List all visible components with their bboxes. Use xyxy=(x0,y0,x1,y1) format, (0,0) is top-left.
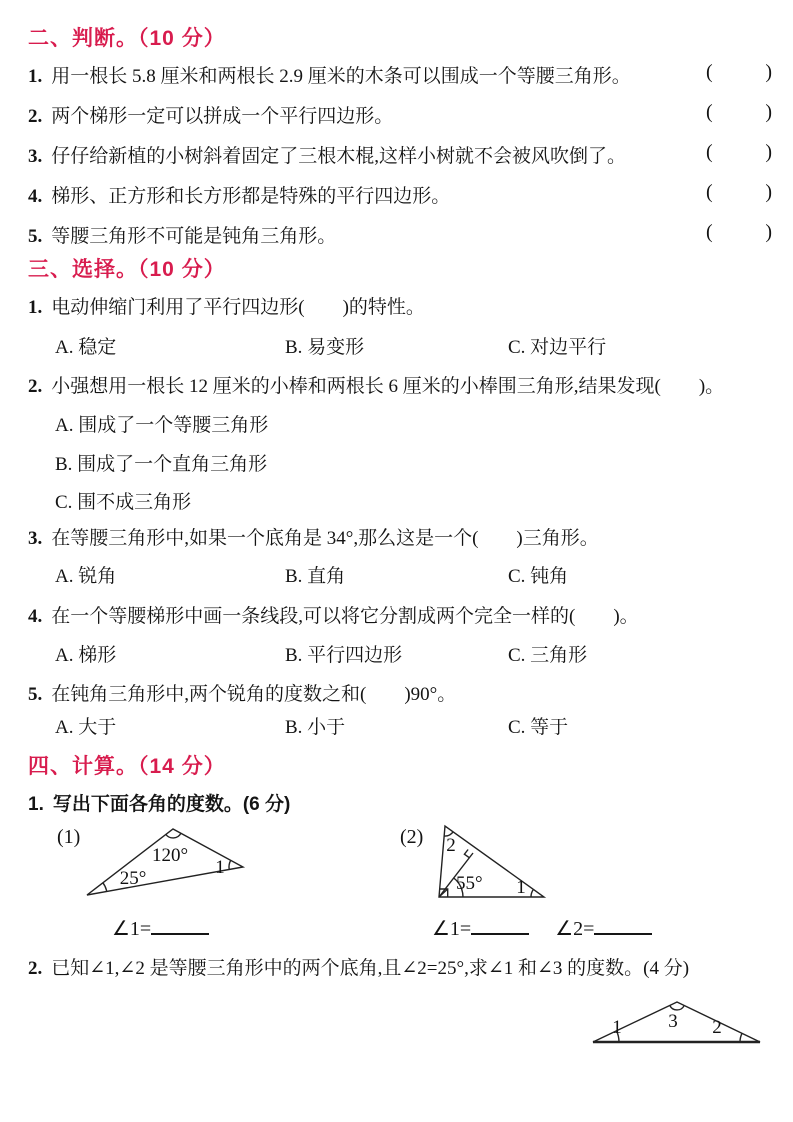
figure-2-answer-blanks xyxy=(432,916,652,941)
question-number: 1. xyxy=(28,297,43,318)
question-number: 3. xyxy=(28,528,43,549)
answer-parens-4 xyxy=(706,181,772,204)
angle-label-25: 25° xyxy=(119,868,147,889)
choice-q1-option-a: A. 稳定 xyxy=(55,337,117,358)
question-text: 写出下面各角的度数。(6 分) xyxy=(52,794,291,815)
judge-item-4 xyxy=(28,181,450,208)
right-angle-mark-corner xyxy=(439,889,448,897)
paren-open: ( xyxy=(706,141,713,163)
question-text: 两个梯形一定可以拼成一个平行四边形。 xyxy=(51,106,394,127)
question-text: 在等腰三角形中,如果一个底角是 34°,那么这是一个( )三角形。 xyxy=(51,528,599,549)
question-text: 梯形、正方形和长方形都是特殊的平行四边形。 xyxy=(51,186,451,207)
answer-line xyxy=(471,918,529,935)
paren-close: ) xyxy=(765,181,772,203)
paren-close: ) xyxy=(765,141,772,163)
choice-q4-option-c: C. 三角形 xyxy=(508,645,588,666)
answer-parens-5 xyxy=(706,221,772,244)
question-number: 5. xyxy=(28,684,43,705)
triangle-figure-3 xyxy=(585,995,775,1050)
choice-q5 xyxy=(28,679,456,706)
question-number: 2. xyxy=(28,376,43,397)
answer-parens-2 xyxy=(706,101,772,124)
question-text: 用一根长 5.8 厘米和两根长 2.9 厘米的木条可以围成一个等腰三角形。 xyxy=(51,66,631,87)
triangle-figure-1 xyxy=(55,820,265,920)
answer-parens-1 xyxy=(706,61,772,84)
question-text: 等腰三角形不可能是钝角三角形。 xyxy=(51,226,337,247)
section-heading-choice: 三、选择。（10 分） xyxy=(28,258,226,281)
judge-item-1 xyxy=(28,61,631,88)
judge-item-5 xyxy=(28,221,336,248)
choice-q3-option-c: C. 钝角 xyxy=(508,566,569,587)
judge-item-2 xyxy=(28,101,393,128)
angle-arc-2 xyxy=(740,1033,742,1042)
choice-q4-option-b: B. 平行四边形 xyxy=(285,645,403,666)
angle-arc-1 xyxy=(531,889,533,897)
choice-q1-option-b: B. 易变形 xyxy=(285,337,365,358)
choice-q2-option-c: C. 围不成三角形 xyxy=(55,492,192,513)
choice-q3-option-b: B. 直角 xyxy=(285,566,346,587)
section-heading-judge: 二、判断。（10 分） xyxy=(28,27,226,50)
choice-q1-option-c: C. 对边平行 xyxy=(508,337,607,358)
angle-label-1: 1 xyxy=(215,857,225,878)
question-number: 4. xyxy=(28,606,43,627)
paren-close: ) xyxy=(765,61,772,83)
choice-q2-option-a: A. 围成了一个等腰三角形 xyxy=(55,415,269,436)
angle-arc-120 xyxy=(166,833,181,838)
choice-q3-option-a: A. 锐角 xyxy=(55,566,117,587)
question-text: 电动伸缩门利用了平行四边形( )的特性。 xyxy=(51,297,425,318)
angle-label-3: 3 xyxy=(668,1011,678,1032)
figure-2-label: (2) xyxy=(400,826,424,848)
choice-q4-option-a: A. 梯形 xyxy=(55,645,117,666)
paren-open: ( xyxy=(706,221,713,243)
section-heading-calc: 四、计算。（14 分） xyxy=(28,755,226,778)
angle-arc-25 xyxy=(103,883,107,892)
figure-1-label: (1) xyxy=(57,826,81,848)
question-number: 3. xyxy=(28,146,43,167)
question-text: 仔仔给新植的小树斜着固定了三根木棍,这样小树就不会被风吹倒了。 xyxy=(51,146,627,167)
paren-open: ( xyxy=(706,181,713,203)
triangle-figure-2 xyxy=(415,818,565,918)
angle-label-1: 1 xyxy=(516,877,526,898)
question-number: 4. xyxy=(28,186,43,207)
figure-1-answer-blank xyxy=(112,916,209,941)
angle-1-equals: ∠1= xyxy=(432,918,472,940)
choice-q4 xyxy=(28,601,639,628)
answer-line xyxy=(594,918,652,935)
question-number: 2. xyxy=(28,958,43,979)
paren-open: ( xyxy=(706,101,713,123)
question-number: 2. xyxy=(28,106,43,127)
choice-q5-option-a: A. 大于 xyxy=(55,717,117,738)
question-text: 已知∠1,∠2 是等腰三角形中的两个底角,且∠2=25°,求∠1 和∠3 的度数。(4 分) xyxy=(51,958,690,979)
question-text: 在钝角三角形中,两个锐角的度数之和( )90°。 xyxy=(51,684,457,705)
judge-item-3 xyxy=(28,141,626,168)
choice-q5-option-b: B. 小于 xyxy=(285,717,346,738)
calc-q2 xyxy=(28,953,689,980)
paren-open: ( xyxy=(706,61,713,83)
choice-q1 xyxy=(28,292,425,319)
angle-label-2: 2 xyxy=(446,835,456,856)
answer-parens-3 xyxy=(706,141,772,164)
paren-close: ) xyxy=(765,221,772,243)
choice-q2 xyxy=(28,371,724,398)
paren-close: ) xyxy=(765,101,772,123)
angle-1-equals: ∠1= xyxy=(112,918,152,940)
angle-arc-1 xyxy=(229,860,231,869)
angle-arc-3 xyxy=(670,1005,684,1010)
angle-label-120: 120° xyxy=(151,845,189,866)
angle-label-55: 55° xyxy=(456,873,483,894)
choice-q2-option-b: B. 围成了一个直角三角形 xyxy=(55,454,268,475)
question-text: 小强想用一根长 12 厘米的小棒和两根长 6 厘米的小棒围三角形,结果发现( )。 xyxy=(51,376,725,397)
question-text: 在一个等腰梯形中画一条线段,可以将它分割成两个完全一样的( )。 xyxy=(51,606,639,627)
question-number: 1. xyxy=(28,794,44,815)
calc-q1 xyxy=(28,789,290,816)
question-number: 1. xyxy=(28,66,43,87)
choice-q3 xyxy=(28,523,599,550)
answer-line xyxy=(151,918,209,935)
right-angle-mark-foot xyxy=(464,850,469,858)
choice-q5-option-c: C. 等于 xyxy=(508,717,569,738)
angle-2-equals: ∠2= xyxy=(555,918,595,940)
angle-label-1: 1 xyxy=(612,1017,622,1038)
question-number: 5. xyxy=(28,226,43,247)
angle-label-2: 2 xyxy=(712,1017,722,1038)
